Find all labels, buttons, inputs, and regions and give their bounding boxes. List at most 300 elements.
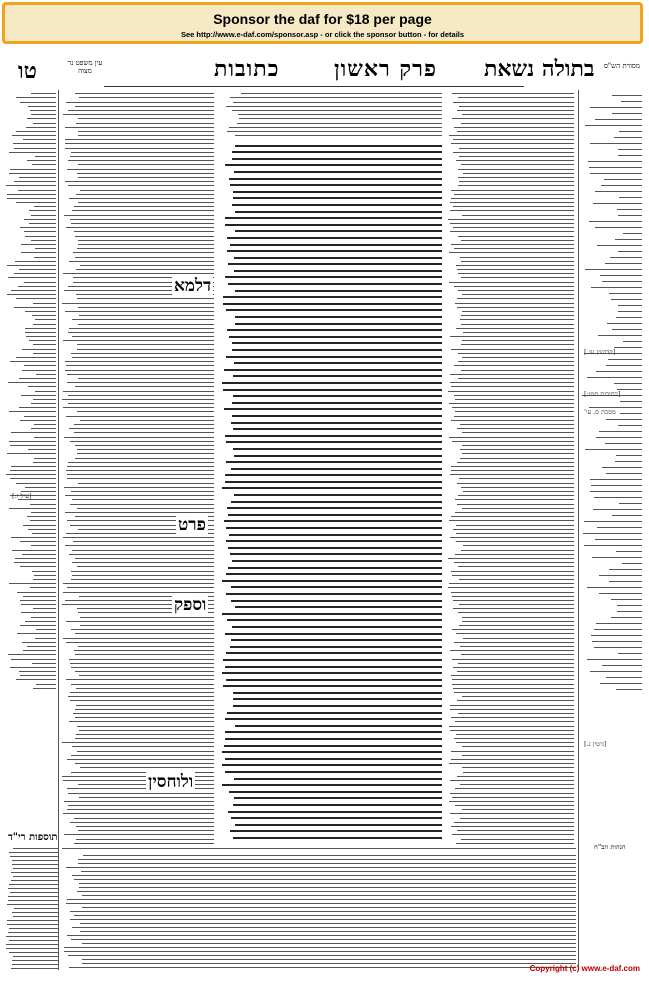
text-line — [235, 323, 442, 325]
text-line — [596, 371, 642, 372]
text-line — [32, 571, 56, 572]
text-line — [461, 261, 574, 262]
text-line — [79, 675, 214, 676]
text-line — [9, 952, 58, 953]
text-line — [614, 137, 642, 138]
text-line — [65, 512, 214, 513]
text-line — [10, 856, 58, 857]
text-line — [600, 683, 642, 684]
text-line — [15, 558, 56, 559]
text-line — [457, 307, 574, 308]
text-line — [230, 244, 442, 246]
text-line — [224, 745, 442, 747]
text-line — [66, 227, 214, 228]
text-line — [228, 263, 442, 265]
text-line — [233, 692, 442, 694]
text-line — [16, 357, 56, 358]
text-line — [72, 562, 214, 563]
text-line — [462, 114, 574, 115]
text-line — [13, 143, 56, 144]
text-line — [78, 135, 214, 136]
text-line — [74, 879, 576, 880]
text-line — [454, 365, 574, 366]
text-line — [620, 401, 642, 402]
tosafot-column — [62, 90, 214, 845]
text-line — [75, 93, 214, 94]
text-line — [63, 537, 214, 538]
text-line — [235, 230, 442, 232]
text-line — [70, 441, 214, 442]
text-line — [587, 659, 642, 660]
text-line — [458, 353, 574, 354]
text-line — [223, 389, 442, 391]
copyright-link[interactable]: Copyright (c) www.e-daf.com — [529, 964, 640, 973]
text-line — [78, 863, 576, 864]
text-line — [68, 403, 214, 404]
text-line — [17, 592, 56, 593]
text-line — [453, 206, 574, 207]
text-line — [70, 219, 214, 220]
text-line — [226, 441, 442, 443]
text-line — [70, 911, 576, 912]
text-line — [585, 449, 642, 450]
text-line — [78, 646, 214, 647]
text-line — [623, 341, 642, 342]
text-line — [31, 545, 56, 546]
text-line — [30, 504, 56, 505]
text-line — [228, 514, 442, 516]
text-line — [241, 93, 442, 94]
text-line — [20, 541, 56, 542]
text-line — [72, 210, 214, 211]
text-line — [33, 579, 56, 580]
text-line — [33, 324, 56, 325]
text-line — [27, 160, 56, 161]
text-line — [610, 257, 642, 258]
text-line — [79, 730, 214, 731]
text-line — [612, 95, 642, 96]
text-line — [463, 491, 574, 492]
text-line — [25, 328, 56, 329]
text-line — [449, 252, 574, 253]
text-line — [454, 248, 574, 249]
text-line — [76, 839, 214, 840]
text-line — [10, 169, 56, 170]
text-line — [455, 721, 574, 722]
text-line — [452, 679, 574, 680]
text-line — [67, 809, 214, 810]
text-line — [450, 730, 574, 731]
text-line — [66, 365, 214, 366]
bottom-commentary — [62, 852, 576, 970]
text-line — [35, 391, 56, 392]
text-line — [458, 273, 574, 274]
text-line — [79, 883, 576, 884]
text-line — [78, 177, 215, 178]
text-line — [459, 625, 574, 626]
text-line — [29, 223, 56, 224]
text-line — [21, 604, 56, 605]
text-line — [66, 679, 214, 680]
text-line — [451, 571, 574, 572]
text-line — [458, 566, 574, 567]
text-line — [36, 629, 56, 630]
text-line — [19, 177, 56, 178]
text-line — [67, 759, 214, 760]
text-line — [78, 118, 214, 119]
text-line — [602, 281, 642, 282]
sponsor-title: Sponsor the daf for $18 per page — [213, 11, 432, 27]
text-line — [450, 223, 574, 224]
text-line — [225, 633, 442, 635]
text-line — [9, 928, 58, 929]
text-line — [69, 721, 214, 722]
text-line — [65, 181, 214, 182]
text-line — [27, 118, 56, 119]
text-line — [8, 932, 58, 933]
text-line — [16, 298, 56, 299]
text-line — [597, 527, 642, 528]
margin-note: הגהות הב"ח — [594, 843, 626, 851]
text-line — [451, 143, 574, 144]
text-line — [74, 206, 214, 207]
text-line — [23, 596, 56, 597]
text-line — [6, 936, 58, 937]
text-line — [462, 508, 574, 509]
text-line — [450, 813, 574, 814]
text-line — [78, 307, 214, 308]
text-line — [66, 903, 576, 904]
text-line — [66, 416, 214, 417]
text-line — [592, 557, 642, 558]
text-line — [623, 233, 642, 234]
sponsor-banner[interactable] — [2, 2, 643, 44]
text-line — [453, 152, 574, 153]
text-line — [450, 537, 574, 538]
text-line — [223, 685, 442, 687]
text-line — [611, 617, 642, 618]
text-line — [463, 332, 574, 333]
text-line — [229, 336, 442, 338]
text-line — [78, 830, 214, 831]
text-line — [76, 269, 214, 270]
text-line — [453, 667, 574, 668]
text-line — [449, 437, 575, 438]
text-line — [235, 316, 442, 318]
text-line — [606, 419, 642, 420]
text-line — [458, 177, 574, 178]
text-line — [74, 231, 214, 232]
text-line — [452, 659, 574, 660]
text-line — [458, 97, 575, 98]
text-line — [457, 269, 574, 270]
text-line — [77, 344, 214, 345]
masoret-hashas-label: מסורת הש"ס — [603, 62, 640, 70]
text-line — [458, 612, 574, 613]
text-line — [463, 173, 574, 174]
text-line — [587, 377, 642, 378]
text-line — [11, 872, 58, 873]
text-line — [7, 920, 58, 921]
text-line — [459, 148, 574, 149]
text-line — [462, 696, 574, 697]
text-line — [457, 504, 574, 505]
text-line — [9, 508, 56, 509]
text-line — [67, 474, 214, 475]
text-line — [449, 763, 574, 764]
text-line — [589, 167, 642, 168]
text-line — [455, 788, 574, 789]
text-line — [14, 908, 58, 909]
text-line — [461, 123, 574, 124]
text-line — [602, 665, 642, 666]
text-line — [22, 349, 56, 350]
text-line — [75, 106, 214, 107]
text-line — [591, 485, 642, 486]
text-line — [67, 478, 214, 479]
text-line — [34, 437, 56, 438]
text-line — [458, 290, 574, 291]
text-line — [459, 156, 574, 157]
text-line — [31, 114, 56, 115]
text-line — [455, 411, 574, 412]
text-line — [228, 547, 442, 549]
text-line — [34, 257, 56, 258]
text-line — [10, 445, 56, 446]
text-line — [7, 265, 56, 266]
text-line — [9, 583, 56, 584]
text-line — [12, 550, 56, 551]
gemara-top-text — [222, 90, 442, 136]
text-line — [65, 139, 214, 140]
text-line — [591, 635, 642, 636]
text-line — [14, 273, 56, 274]
text-line — [461, 839, 574, 840]
text-line — [449, 583, 574, 584]
text-line — [599, 593, 642, 594]
text-line — [595, 119, 642, 120]
text-line — [618, 305, 642, 306]
text-line — [12, 135, 56, 136]
margin-note: [קדושין עג.] — [584, 348, 616, 356]
text-line — [234, 171, 442, 173]
text-line — [233, 705, 442, 707]
text-line — [6, 944, 58, 945]
text-line — [457, 830, 574, 831]
text-line — [65, 370, 214, 371]
text-line — [25, 621, 56, 622]
text-line — [9, 852, 58, 853]
text-line — [450, 382, 574, 383]
text-line — [19, 269, 56, 270]
text-line — [225, 276, 442, 278]
text-line — [63, 638, 214, 639]
text-line — [67, 587, 214, 588]
text-line — [457, 700, 574, 701]
text-line — [455, 554, 574, 555]
text-line — [32, 164, 56, 165]
text-line — [583, 533, 642, 534]
text-line — [461, 654, 574, 655]
text-line — [232, 158, 442, 160]
text-line — [454, 127, 574, 128]
text-line — [233, 804, 442, 806]
text-line — [600, 275, 642, 276]
text-line — [11, 466, 56, 467]
text-line — [232, 349, 442, 351]
text-line — [463, 545, 574, 546]
text-line — [460, 257, 574, 258]
text-line — [449, 135, 574, 136]
text-line — [590, 173, 642, 174]
text-line — [609, 581, 642, 582]
text-line — [612, 515, 642, 516]
text-line — [222, 382, 442, 384]
text-line — [72, 319, 214, 320]
text-line — [64, 834, 214, 835]
text-line — [24, 219, 56, 220]
text-line — [75, 671, 214, 672]
text-line — [77, 726, 214, 727]
text-line — [462, 340, 574, 341]
perek-label: פרק ראשון — [334, 56, 437, 82]
text-line — [235, 211, 442, 213]
text-line — [64, 215, 215, 216]
text-line — [455, 499, 574, 500]
text-line — [80, 617, 214, 618]
text-line — [228, 567, 442, 569]
text-line — [78, 244, 214, 245]
text-line — [222, 751, 442, 753]
text-line — [13, 848, 58, 849]
text-line — [230, 184, 442, 186]
text-line — [237, 123, 442, 124]
header-rule — [104, 86, 524, 87]
text-line — [618, 149, 642, 150]
text-line — [622, 563, 642, 564]
text-line — [75, 763, 214, 764]
text-line — [71, 684, 214, 685]
text-line — [75, 738, 214, 739]
text-line — [32, 533, 56, 534]
text-line — [16, 131, 56, 132]
text-line — [450, 231, 574, 232]
text-line — [72, 550, 214, 551]
text-line — [617, 605, 642, 606]
text-line — [223, 296, 442, 298]
text-line — [227, 329, 442, 331]
text-line — [8, 900, 58, 901]
text-line — [64, 801, 214, 802]
text-line — [461, 487, 574, 488]
text-line — [82, 907, 576, 908]
text-line — [233, 395, 442, 397]
text-line — [27, 516, 56, 517]
text-line — [605, 263, 642, 264]
text-line — [604, 179, 642, 180]
text-line — [71, 755, 214, 756]
text-line — [616, 455, 642, 456]
text-line — [11, 537, 56, 538]
text-line — [22, 642, 56, 643]
text-line — [26, 336, 56, 337]
text-line — [13, 916, 58, 917]
text-line — [73, 541, 214, 542]
text-line — [618, 215, 642, 216]
text-line — [222, 487, 442, 489]
text-line — [16, 679, 56, 680]
text-line — [17, 633, 56, 634]
text-line — [590, 107, 642, 108]
text-line — [584, 521, 642, 522]
text-line — [617, 611, 642, 612]
text-line — [74, 818, 214, 819]
text-line — [619, 503, 642, 504]
text-line — [75, 257, 214, 258]
text-line — [226, 106, 442, 107]
text-line — [461, 370, 574, 371]
text-line — [448, 391, 574, 392]
text-line — [81, 871, 576, 872]
text-line — [454, 692, 574, 693]
text-line — [449, 282, 574, 283]
text-line — [11, 968, 58, 969]
text-line — [450, 474, 574, 475]
text-line — [80, 923, 576, 924]
text-line — [457, 671, 575, 672]
text-line — [232, 110, 442, 111]
text-line — [80, 625, 215, 626]
text-line — [230, 97, 442, 98]
text-line — [449, 520, 574, 521]
text-line — [462, 453, 574, 454]
text-line — [9, 441, 56, 442]
tosfot-rid-column — [6, 845, 58, 970]
text-line — [71, 579, 214, 580]
text-line — [63, 813, 214, 814]
text-line — [457, 110, 574, 111]
text-line — [75, 709, 214, 710]
text-line — [80, 767, 214, 768]
text-line — [23, 139, 56, 140]
text-line — [6, 474, 56, 475]
text-line — [592, 641, 642, 642]
bottom-separator — [62, 848, 576, 849]
text-line — [459, 579, 574, 580]
text-line — [597, 245, 642, 246]
text-line — [457, 483, 574, 484]
text-line — [595, 227, 642, 228]
text-line — [15, 261, 56, 262]
text-line — [73, 252, 214, 253]
text-line — [459, 604, 574, 605]
text-line — [225, 666, 442, 668]
text-line — [33, 399, 56, 400]
text-line — [461, 344, 574, 345]
text-line — [77, 566, 214, 567]
text-line — [450, 709, 574, 710]
text-line — [7, 198, 56, 199]
text-line — [20, 420, 56, 421]
text-line — [591, 287, 642, 288]
text-line — [78, 324, 214, 325]
text-line — [621, 101, 642, 102]
text-line — [10, 361, 56, 362]
text-line — [462, 621, 574, 622]
text-line — [10, 478, 56, 479]
dibbur-hamatchil: וספק — [174, 595, 207, 615]
text-line — [68, 395, 214, 396]
